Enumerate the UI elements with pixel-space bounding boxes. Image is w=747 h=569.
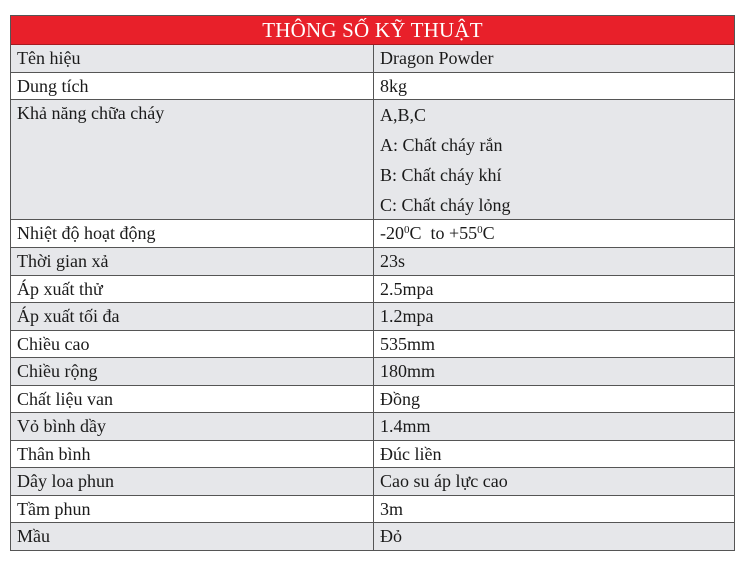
row-value: Dragon Powder — [380, 48, 494, 68]
table-row — [11, 496, 734, 524]
table-row — [11, 276, 734, 304]
spec-table — [10, 15, 735, 551]
row-label: Chất liệu van — [11, 386, 374, 413]
row-value: 3m — [380, 498, 404, 519]
row-label: Chiều cao — [11, 331, 374, 358]
row-label: Vỏ bình dầy — [11, 413, 374, 440]
row-value: 2.5mpa — [380, 278, 434, 299]
fire-class-c: C: Chất cháy lỏng — [380, 195, 511, 215]
row-label: Tên hiệu — [11, 45, 374, 72]
table-row-fire-classes — [11, 100, 734, 220]
row-label: Nhiệt độ hoạt động — [11, 220, 374, 247]
table-row — [11, 220, 734, 248]
row-value: Đúc liền — [380, 443, 442, 464]
row-value-list — [374, 100, 734, 219]
row-label: Mầu — [11, 523, 374, 550]
table-row — [11, 386, 734, 414]
table-row — [11, 468, 734, 496]
row-value: 180mm — [380, 361, 436, 381]
row-label: Thân bình — [11, 441, 374, 468]
table-row — [11, 413, 734, 441]
row-value: 23s — [380, 251, 406, 271]
row-label: Khả năng chữa cháy — [11, 100, 374, 219]
fire-class-a: A: Chất cháy rắn — [380, 135, 503, 155]
row-value: 1.2mpa — [380, 306, 434, 326]
row-label: Tầm phun — [11, 496, 374, 523]
table-row — [11, 303, 734, 331]
row-label: Áp xuất tối đa — [11, 303, 374, 330]
row-value: 8kg — [380, 75, 407, 96]
table-row — [11, 441, 734, 469]
row-value: 1.4mm — [380, 416, 431, 436]
row-value-temperature: $-20^0C$ to $+55^0C$ — [380, 223, 495, 243]
row-label: Dây loa phun — [11, 468, 374, 495]
row-label: Dung tích — [11, 73, 374, 100]
table-row — [11, 523, 734, 550]
table-title: THÔNG SỐ KỸ THUẬT — [11, 16, 734, 45]
row-value: 535mm — [380, 333, 436, 354]
row-value: Đỏ — [380, 526, 402, 546]
table-row — [11, 73, 734, 101]
fire-class-b: B: Chất cháy khí — [380, 165, 502, 185]
table-row — [11, 248, 734, 276]
fire-class-summary: A,B,C — [380, 105, 427, 125]
table-row — [11, 45, 734, 73]
row-value: Cao su áp lực cao — [380, 471, 508, 491]
table-row — [11, 331, 734, 359]
row-label: Áp xuất thử — [11, 276, 374, 303]
row-label: Chiều rộng — [11, 358, 374, 385]
row-value: Đồng — [380, 388, 420, 409]
row-label: Thời gian xả — [11, 248, 374, 275]
table-row — [11, 358, 734, 386]
